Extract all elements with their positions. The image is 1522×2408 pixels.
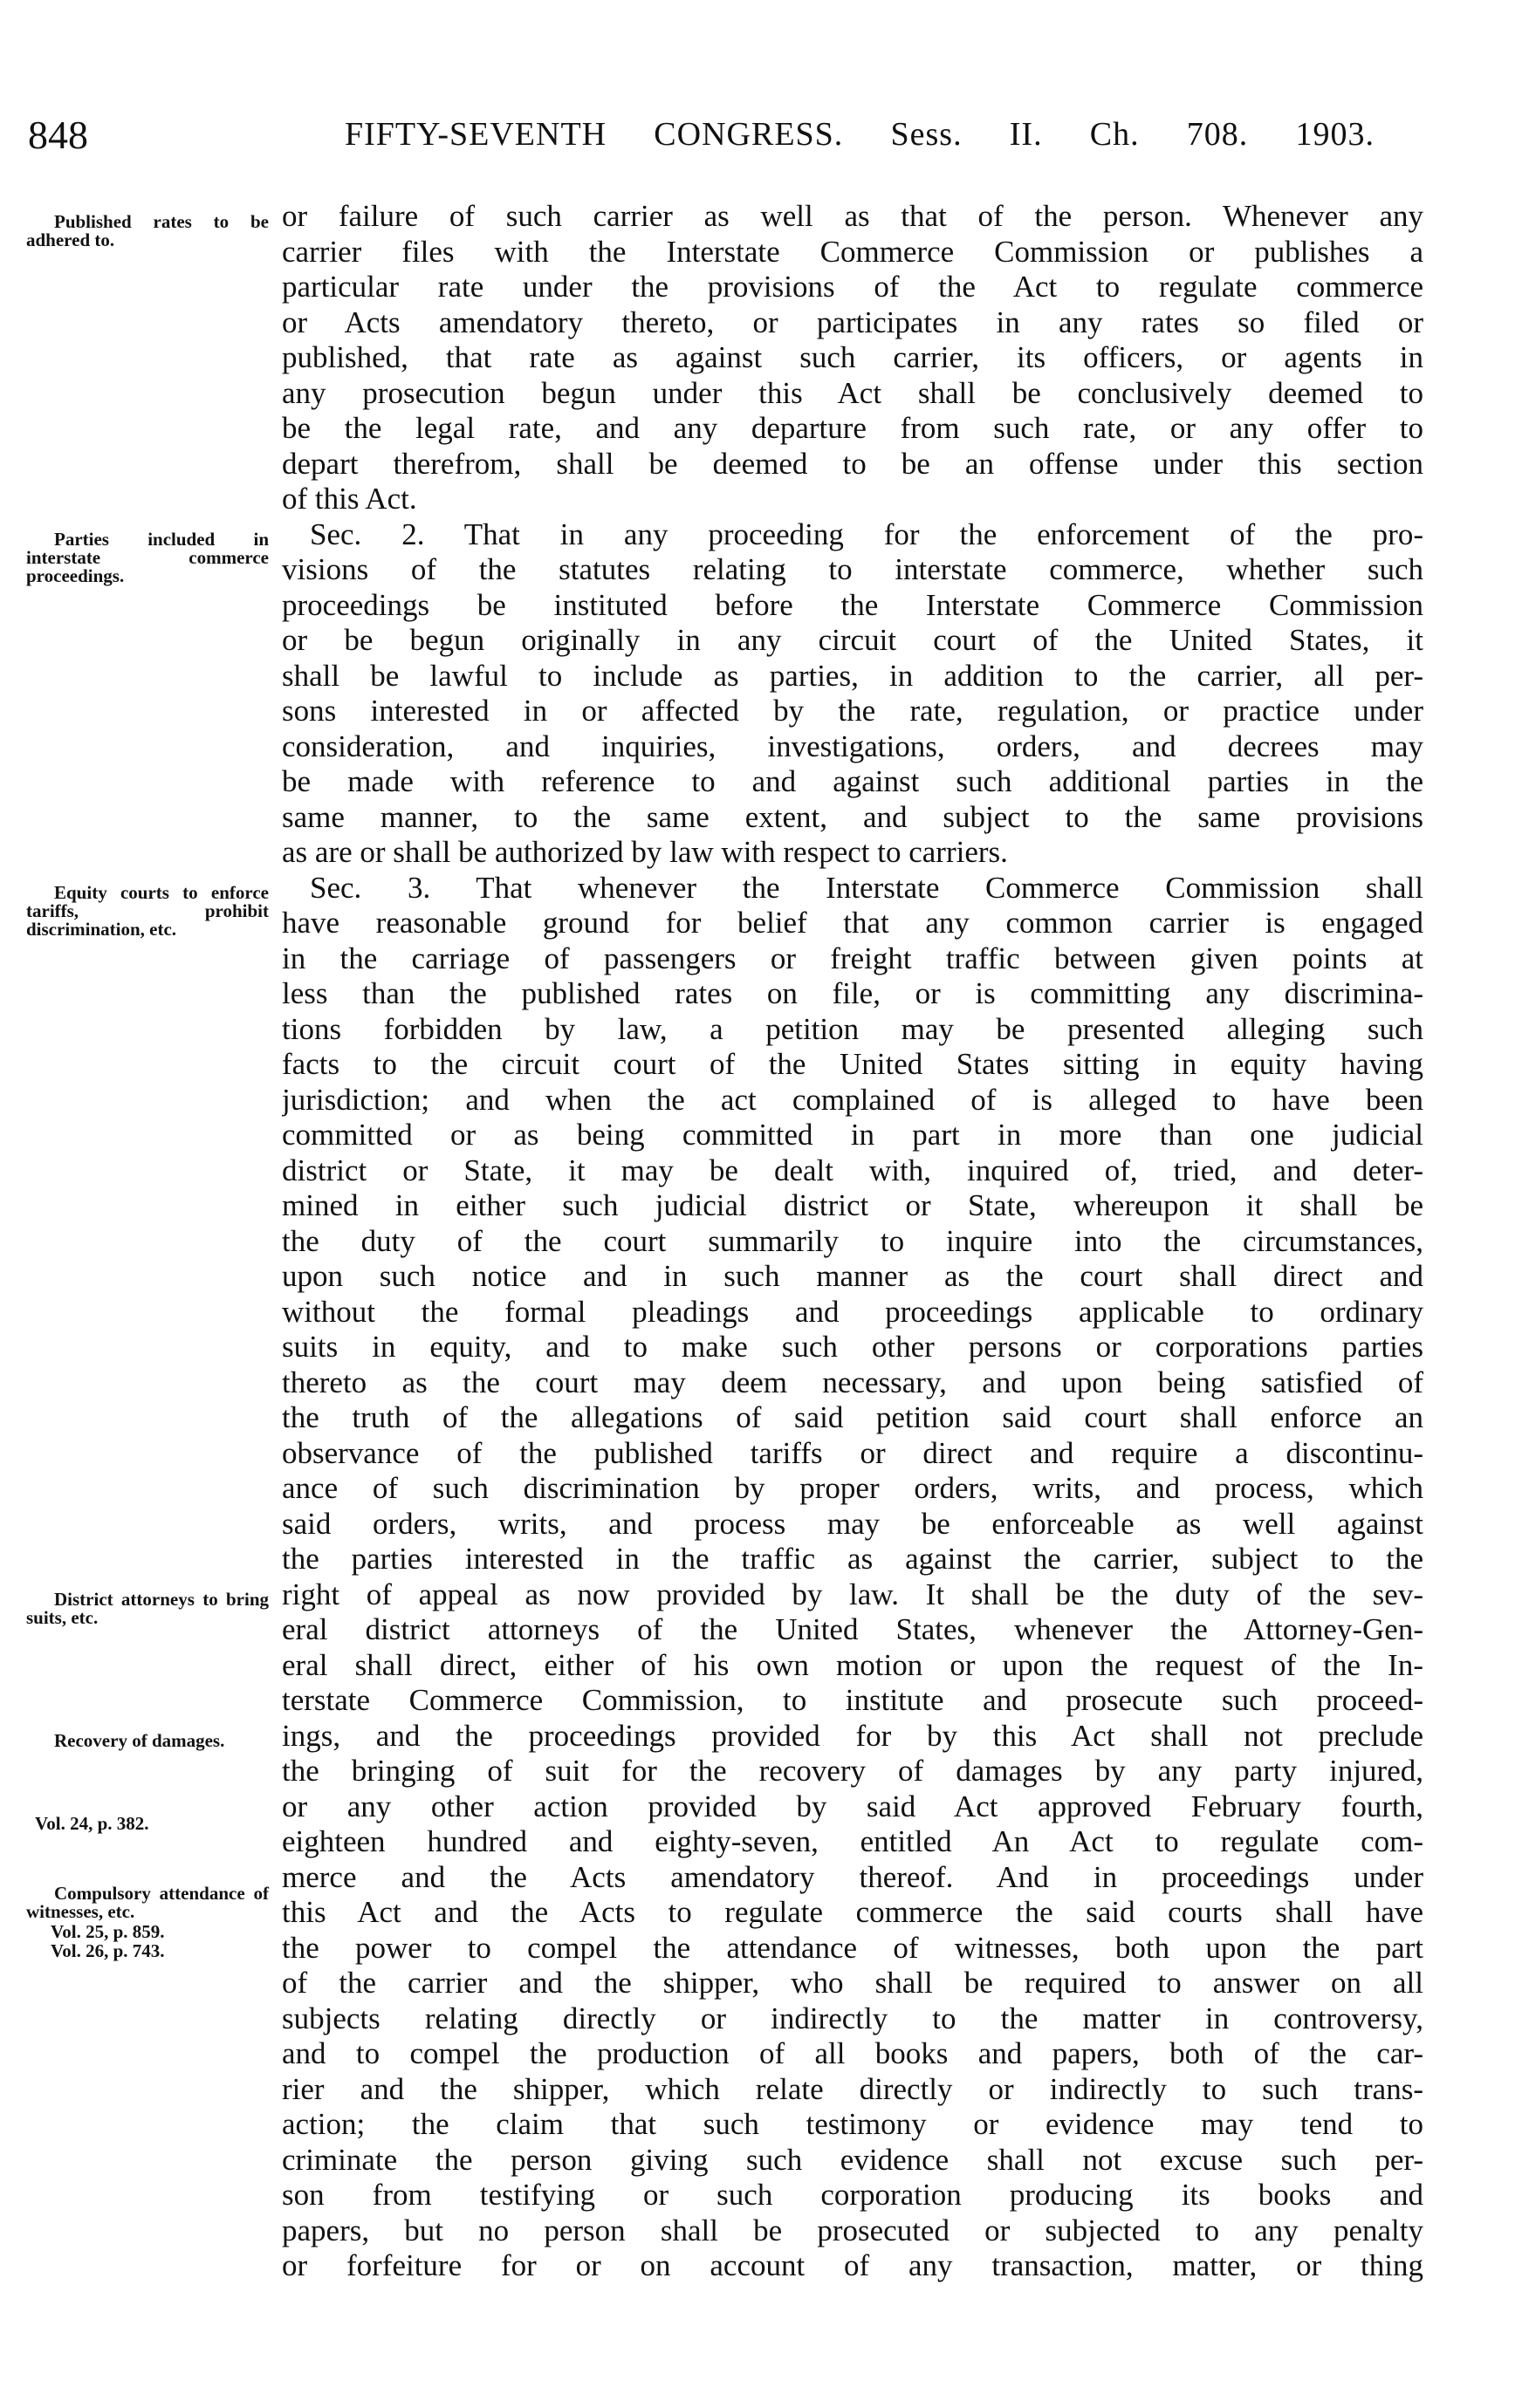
text-line: merce and the Acts amendatory thereof. And in proceedings under <box>282 1859 1423 1894</box>
text-line: facts to the circuit court of the United States sitting in equity having <box>282 1047 1423 1081</box>
text-line: or Acts amendatory thereto, or participates in any rates so filed or <box>282 304 1423 339</box>
text-line: mined in either such judicial district or State, whereupon it shall be <box>282 1188 1423 1222</box>
text-line: jurisdiction; and when the act complained of is alleged to have been <box>282 1082 1423 1117</box>
text-line: as are or shall be authorized by law with respect to carriers. <box>282 835 1008 869</box>
text-line: said orders, writs, and process may be enforceable as well against <box>282 1506 1423 1541</box>
text-line: Sec. 3. That whenever the Interstate Commerce Commission shall <box>310 870 1423 905</box>
page-number: 848 <box>28 113 88 157</box>
text-line: this Act and the Acts to regulate commerce the said courts shall have <box>282 1895 1423 1929</box>
text-line: eral shall direct, either of his own motion or upon the request of the In- <box>282 1647 1423 1682</box>
text-line: the power to compel the attendance of witnesses, both upon the part <box>282 1930 1423 1965</box>
running-title: FIFTY-SEVENTH CONGRESS. Sess. II. Ch. 708. 1903. <box>345 116 1375 153</box>
margin-note-text: Recovery of damages. <box>54 1730 225 1751</box>
margin-note-recovery-damages <box>26 1732 269 1750</box>
text-line: the truth of the allegations of said petition said court shall enforce an <box>282 1400 1423 1434</box>
text-line: of this Act. <box>282 482 417 516</box>
margin-note-text: Compulsory attendance of witnesses, etc. <box>26 1883 269 1922</box>
text-line: less than the published rates on file, or is committing any discrimina- <box>282 976 1423 1010</box>
margin-note-parties-included <box>26 530 269 585</box>
text-line: visions of the statutes relating to interstate commerce, whether such <box>282 552 1423 586</box>
text-line: depart therefrom, shall be deemed to be an offense under this section <box>282 446 1423 481</box>
text-line: proceedings be instituted before the Interstate Commerce Commission <box>282 587 1423 622</box>
text-line: have reasonable ground for belief that any common carrier is engaged <box>282 906 1423 940</box>
text-line: suits in equity, and to make such other persons or corporations parties <box>282 1330 1423 1364</box>
margin-note-text: District attorneys to bring suits, etc. <box>26 1589 269 1628</box>
margin-note-equity-courts <box>26 884 269 939</box>
text-line: ance of such discrimination by proper orders, writs, and process, which <box>282 1471 1423 1505</box>
margin-note-vol-24: Vol. 24, p. 382. <box>35 1813 149 1834</box>
text-line: or failure of such carrier as well as that of the person. Whenever any <box>282 199 1423 233</box>
text-line: be made with reference to and against such additional parties in the <box>282 764 1423 798</box>
text-line: the parties interested in the traffic as against the carrier, subject to the <box>282 1542 1423 1576</box>
margin-note-vol-26: Vol. 26, p. 743. <box>51 1940 165 1961</box>
text-line: eral district attorneys of the United States, whenever the Attorney-Gen- <box>282 1612 1423 1646</box>
text-line: papers, but no person shall be prosecuted or subjected to any penalty <box>282 2213 1423 2247</box>
text-line: consideration, and inquiries, investigations, orders, and decrees may <box>282 729 1423 763</box>
text-line: son from testifying or such corporation producing its books and <box>282 2178 1423 2212</box>
text-line: the bringing of suit for the recovery of damages by any party injured, <box>282 1754 1423 1788</box>
text-line: or any other action provided by said Act approved February fourth, <box>282 1789 1423 1823</box>
text-line: upon such notice and in such manner as the court shall direct and <box>282 1259 1423 1293</box>
text-line: of the carrier and the shipper, who shall be required to answer on all <box>282 1966 1423 2000</box>
text-line: without the formal pleadings and proceedings applicable to ordinary <box>282 1294 1423 1329</box>
text-line: or be begun originally in any circuit court of the United States, it <box>282 623 1423 657</box>
text-line: carrier files with the Interstate Commerce Commission or publishes a <box>282 234 1423 269</box>
text-line: sons interested in or affected by the rate, regulation, or practice under <box>282 694 1423 728</box>
text-line: action; the claim that such testimony or evidence may tend to <box>282 2107 1423 2141</box>
margin-note-vol-25: Vol. 25, p. 859. <box>51 1921 165 1942</box>
text-line: or forfeiture for or on account of any transaction, matter, or thing <box>282 2248 1423 2282</box>
text-line: same manner, to the same extent, and subject to the same provisions <box>282 799 1423 834</box>
margin-note-compulsory-attendance <box>26 1885 269 1921</box>
text-line: published, that rate as against such carrier, its officers, or agents in <box>282 340 1423 374</box>
text-line: in the carriage of passengers or freight traffic between given points at <box>282 941 1423 975</box>
text-line: Sec. 2. That in any proceeding for the enforcement of the pro- <box>310 516 1423 551</box>
text-line: thereto as the court may deem necessary, and upon being satisfied of <box>282 1365 1423 1399</box>
text-line: rier and the shipper, which relate directly or indirectly to such trans- <box>282 2071 1423 2106</box>
margin-note-district-attorneys <box>26 1591 269 1627</box>
text-line: tions forbidden by law, a petition may be presented alleging such <box>282 1011 1423 1046</box>
text-line: and to compel the production of all books and papers, both of the car- <box>282 2036 1423 2070</box>
text-line: criminate the person giving such evidence shall not excuse such per- <box>282 2142 1423 2177</box>
text-line: shall be lawful to include as parties, in addition to the carrier, all per- <box>282 658 1423 693</box>
text-line: committed or as being committed in part in more than one judicial <box>282 1118 1423 1152</box>
text-line: ings, and the proceedings provided for by this Act shall not preclude <box>282 1718 1423 1753</box>
text-line: be the legal rate, and any departure from such rate, or any offer to <box>282 411 1423 445</box>
statute-text <box>282 199 1423 2284</box>
text-line: terstate Commerce Commission, to institute and prosecute such proceed- <box>282 1683 1423 1717</box>
text-line: eighteen hundred and eighty-seven, entitled An Act to regulate com- <box>282 1824 1423 1858</box>
margin-note-text: Published rates to be adhered to. <box>26 211 269 250</box>
text-line: right of appeal as now provided by law. It shall be the duty of the sev- <box>282 1577 1423 1611</box>
text-line: district or State, it may be dealt with, inquired of, tried, and deter- <box>282 1153 1423 1187</box>
text-line: observance of the published tariffs or direct and require a discontinu- <box>282 1435 1423 1470</box>
text-line: subjects relating directly or indirectly to the matter in controversy, <box>282 2001 1423 2035</box>
text-line: the duty of the court summarily to inquire into the circumstances, <box>282 1223 1423 1258</box>
margin-note-text: Parties included in interstate commerce proceedings. <box>26 529 269 586</box>
margin-note-text: Equity courts to enforce tariffs, prohibit discrimination, etc. <box>26 882 269 940</box>
margin-note-published-rates <box>26 213 269 250</box>
text-line: any prosecution begun under this Act shall be conclusively deemed to <box>282 375 1423 410</box>
text-line: particular rate under the provisions of the Act to regulate commerce <box>282 270 1423 304</box>
